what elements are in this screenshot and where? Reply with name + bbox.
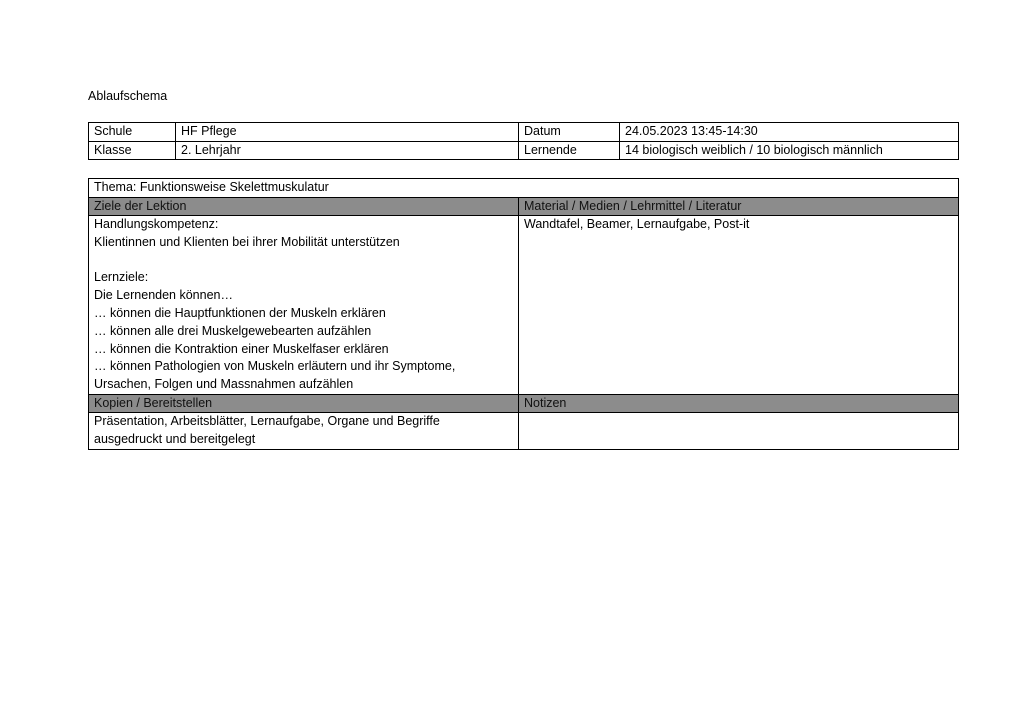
goals-line: Klientinnen und Klienten bei ihrer Mobilität unterstützen: [94, 234, 400, 249]
goals-line: Handlungskompetenz:: [94, 217, 219, 231]
goals-line: … können alle drei Muskelgewebearten aufzählen: [94, 323, 372, 338]
class-value: 2. Lehrjahr: [176, 141, 519, 160]
info-row-school: [89, 123, 959, 142]
theme-cell: Thema: Funktionsweise Skelettmuskulatur: [89, 179, 959, 198]
goals-content: [89, 216, 519, 395]
goals-header: Ziele der Lektion: [89, 197, 519, 216]
info-row-class: [89, 141, 959, 160]
page-title: Ablaufschema: [88, 89, 168, 103]
school-label: Schule: [89, 123, 176, 142]
copies-header: Kopien / Bereitstellen: [89, 394, 519, 413]
date-label: Datum: [519, 123, 620, 142]
material-content: [519, 216, 959, 395]
theme-row: [89, 179, 959, 198]
goals-line-blank: [94, 252, 513, 270]
material-text: Wandtafel, Beamer, Lernaufgabe, Post-it: [524, 217, 750, 231]
learners-label: Lernende: [519, 141, 620, 160]
notes-header: Notizen: [519, 394, 959, 413]
goals-line: Ursachen, Folgen und Massnahmen aufzählen: [94, 377, 354, 392]
copies-line: Präsentation, Arbeitsblätter, Lernaufgabe, Organe und Begriffe: [94, 414, 440, 429]
notes-content: [519, 413, 959, 450]
school-value: HF Pflege: [176, 123, 519, 142]
goals-content-row: [89, 216, 959, 395]
copies-header-row: [89, 394, 959, 413]
goals-line: Die Lernenden können…: [94, 288, 233, 303]
goals-line: … können Pathologien von Muskeln erläutern und ihr Symptome,: [94, 359, 456, 374]
date-value: 24.05.2023 13:45-14:30: [620, 123, 959, 142]
goals-line: … können die Kontraktion einer Muskelfaser erklären: [94, 341, 389, 356]
goals-line: Lernziele:: [94, 270, 149, 285]
copies-content: [89, 413, 519, 450]
copies-content-row: [89, 413, 959, 450]
goals-line: … können die Hauptfunktionen der Muskeln erklären: [94, 305, 386, 320]
goals-header-row: [89, 197, 959, 216]
copies-line: ausgedruckt und bereitgelegt: [94, 432, 256, 447]
learners-value: 14 biologisch weiblich / 10 biologisch männlich: [620, 141, 959, 160]
lesson-plan-table: [88, 178, 959, 450]
info-table: [88, 122, 959, 160]
class-label: Klasse: [89, 141, 176, 160]
material-header: Material / Medien / Lehrmittel / Literatur: [519, 197, 959, 216]
